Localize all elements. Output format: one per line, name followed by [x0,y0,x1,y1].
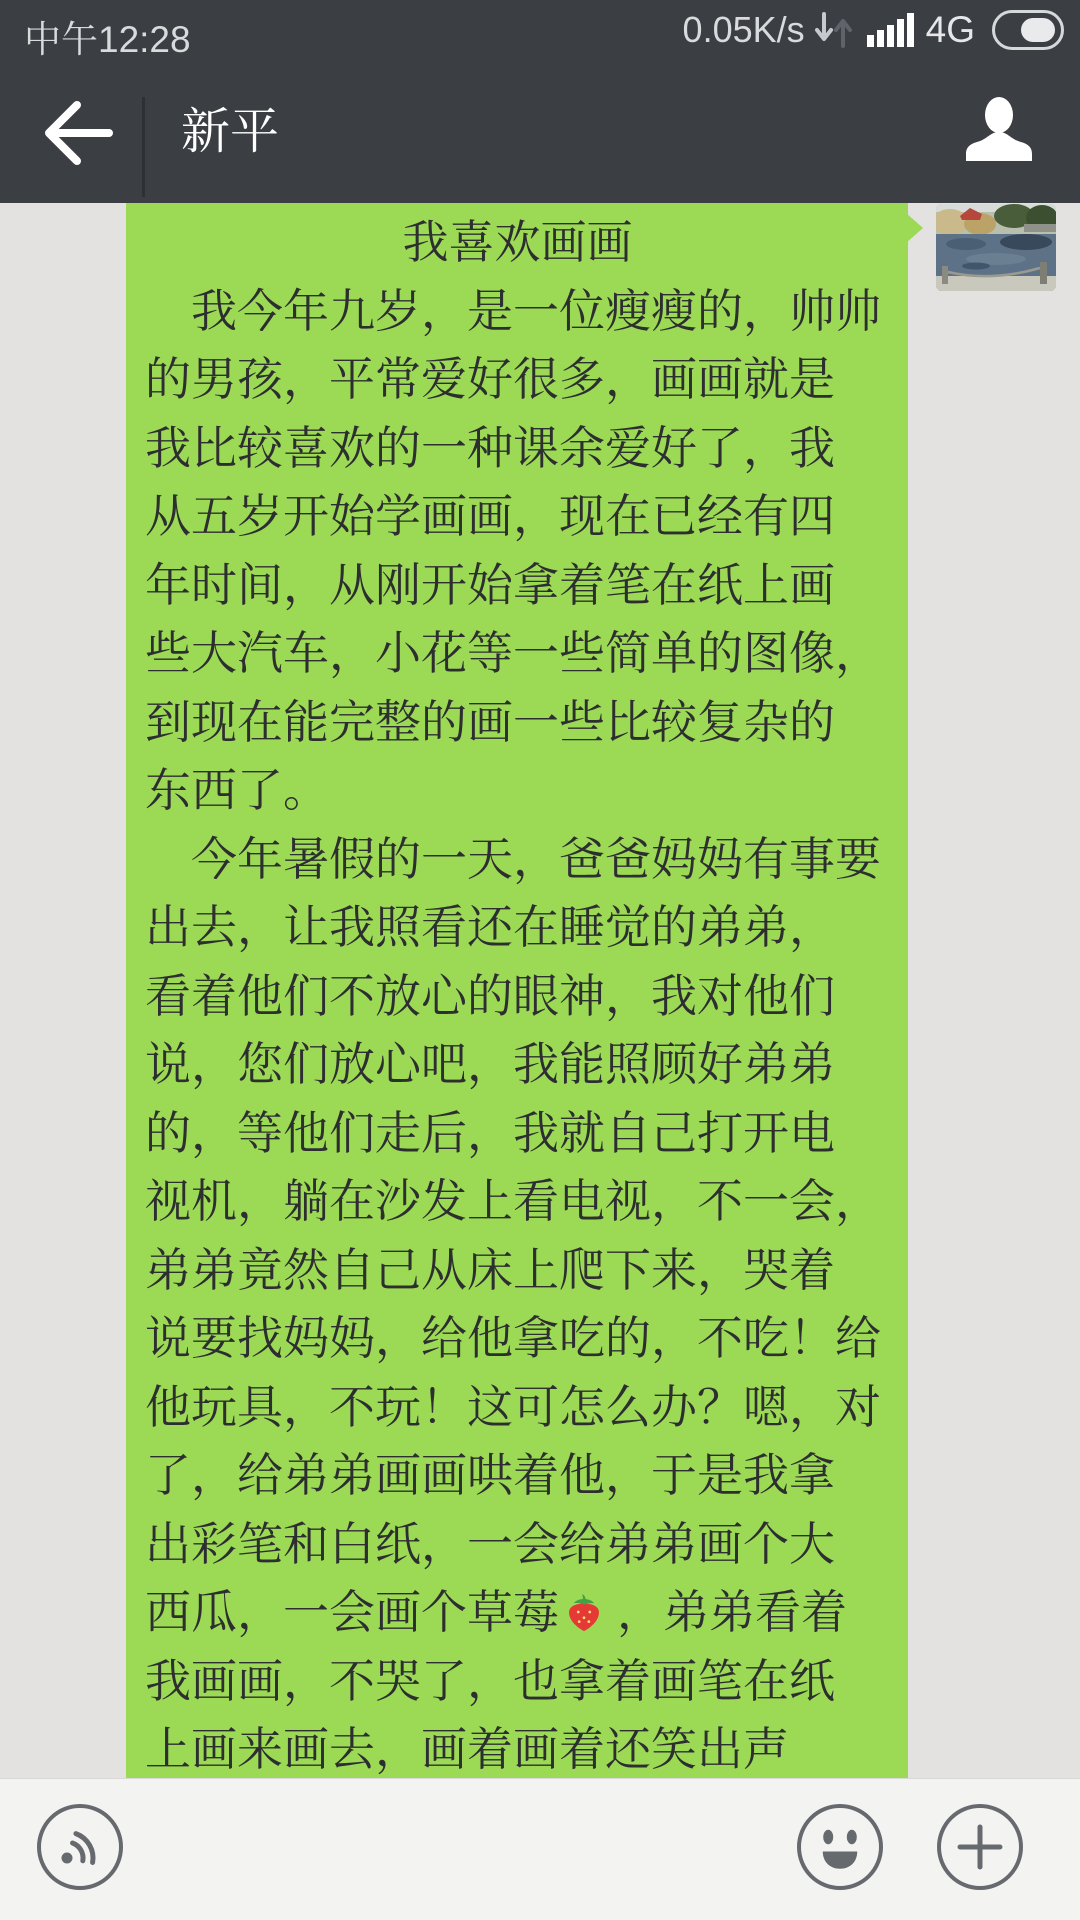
battery-fill [1021,18,1055,42]
back-button[interactable] [30,92,120,177]
nav-divider [142,97,145,197]
message-line: 些大汽车，小花等一些简单的图像， [145,627,881,679]
message-line: 说要找妈妈，给他拿吃的，不吃！给 [145,1312,881,1364]
voice-wave-icon [41,1808,119,1886]
more-button[interactable] [937,1804,1023,1890]
battery-icon [992,10,1064,50]
data-transfer-arrows-icon [813,11,855,49]
message-text: ，弟弟看着 [617,1586,847,1638]
message-line: 我今年九岁，是一位瘦瘦的，帅帅 [191,284,881,337]
emoji-button[interactable] [797,1804,883,1890]
network-speed: 0.05K/s [682,9,805,50]
contact-profile-button[interactable] [955,90,1041,170]
message-line: 说，您们放心吧，我能照顾好弟弟 [145,1038,835,1090]
message-line: 年时间，从刚开始拿着笔在纸上画 [145,558,835,611]
signal-strength-icon [867,13,914,47]
message-line: 视机，躺在沙发上看电视，不一会， [145,1175,881,1227]
status-indicators [683,0,1064,60]
voice-button[interactable] [37,1804,123,1890]
message-line: 出去，让我照看还在睡觉的弟弟， [145,901,835,953]
message-line: 了，给弟弟画画哄着他，于是我拿 [145,1449,835,1501]
message-line: 我比较喜欢的一种课余爱好了，我 [145,421,835,474]
message-line: 上画来画去，画着画着还笑出声 [145,1723,789,1775]
top-bar [0,0,1080,203]
plus-icon [941,1808,1019,1886]
message-text: 西瓜，一会画个草莓 [145,1586,559,1638]
person-icon [961,93,1035,165]
message-line: 从五岁开始学画画，现在已经有四 [145,490,835,542]
bubble-tail [906,213,923,243]
message-title: 我喜欢画画 [402,216,633,268]
chat-area [0,203,1080,1778]
input-bar [0,1778,1080,1920]
message-line: 他玩具，不玩！这可怎么办？嗯，对 [145,1380,881,1433]
message-line: 弟弟竟然自己从床上爬下来，哭着 [145,1243,835,1296]
message-line: 今年暑假的一天，爸爸妈妈有事要 [191,832,881,885]
message-line-with-emoji [145,1578,890,1647]
avatar-photo [936,204,1056,291]
user-avatar[interactable] [936,204,1056,291]
back-arrow-icon [35,98,115,168]
message-line: 我画画，不哭了，也拿着画笔在纸 [145,1654,835,1707]
message-line: 出彩笔和白纸，一会给弟弟画个大 [145,1517,835,1570]
message-line: 到现在能完整的画一些比较复杂的 [145,695,835,748]
sent-message-bubble[interactable] [126,203,908,1778]
message-line: 东西了。 [145,764,329,816]
message-line: 看着他们不放心的眼神，我对他们 [145,969,835,1022]
message-line: 的，等他们走后，我就自己打开电 [145,1106,835,1159]
network-type: 4G [925,9,975,50]
message-line: 的男孩，平常爱好很多，画画就是 [145,353,835,405]
status-time: 中午12:28 [24,19,191,60]
chat-title: 新平 [181,105,280,159]
strawberry-emoji-icon [561,1589,607,1635]
smiley-icon [801,1808,879,1886]
